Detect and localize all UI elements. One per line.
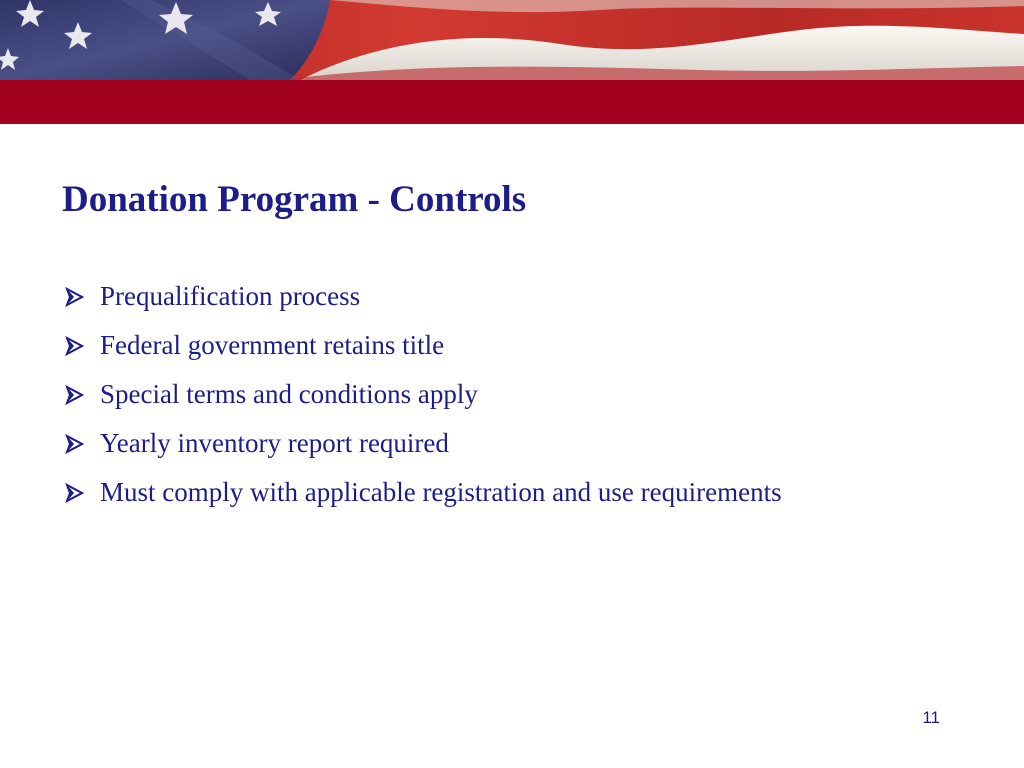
- arrow-bullet-icon: [64, 483, 84, 503]
- bullet-list: [62, 276, 822, 521]
- slide-title: Donation Program - Controls: [62, 179, 527, 220]
- list-item: [62, 276, 822, 316]
- list-item: [62, 374, 822, 414]
- arrow-bullet-icon: [64, 336, 84, 356]
- arrow-bullet-icon: [64, 385, 84, 405]
- bullet-text: Federal government retains title: [100, 330, 445, 360]
- red-divider-bar: [0, 80, 1024, 124]
- arrow-bullet-icon: [64, 287, 84, 307]
- list-item: [62, 472, 822, 512]
- flag-banner: [0, 0, 1024, 124]
- list-item: [62, 423, 822, 463]
- arrow-bullet-icon: [64, 434, 84, 454]
- bullet-text: Yearly inventory report required: [100, 428, 449, 458]
- bullet-text: Prequalification process: [100, 281, 361, 311]
- bullet-text: Special terms and conditions apply: [100, 379, 478, 409]
- bullet-text: Must comply with applicable registration and use requirements: [100, 477, 782, 507]
- list-item: [62, 325, 822, 365]
- page-number: 11: [922, 708, 940, 727]
